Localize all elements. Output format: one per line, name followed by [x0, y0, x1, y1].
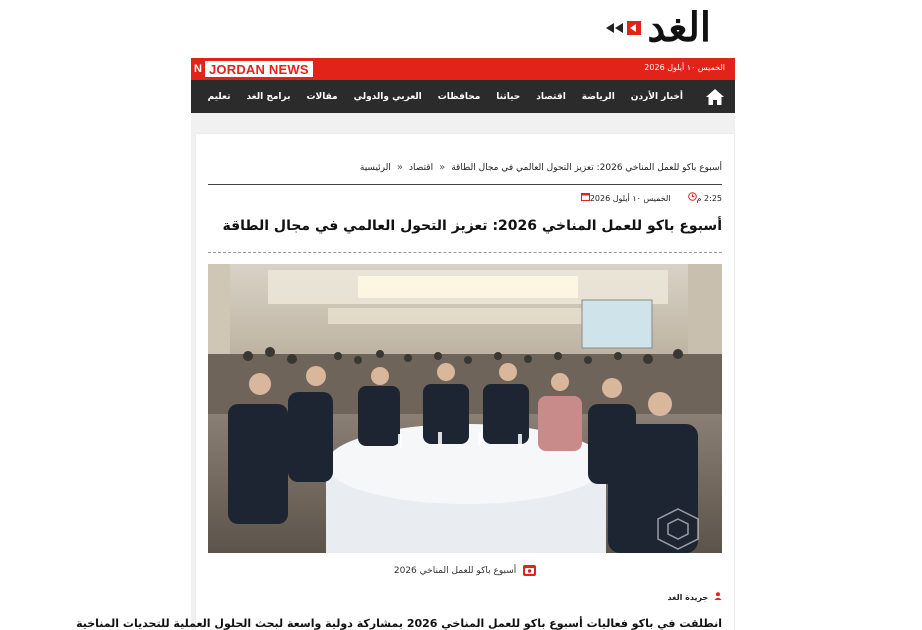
- breadcrumb-home[interactable]: الرئيسية: [359, 162, 391, 173]
- nav-item-jordan[interactable]: أخبار الأردن: [630, 91, 683, 102]
- jordan-news-link[interactable]: [191, 61, 313, 77]
- logo-bar: [191, 0, 735, 58]
- breadcrumb-separator-icon: «: [439, 162, 446, 173]
- article-date: الخميس ١٠ أيلول 2026: [589, 193, 671, 203]
- nav-item-life[interactable]: حياتنا: [496, 91, 521, 102]
- article-photo[interactable]: [208, 264, 722, 553]
- article-time: 2:25 م: [696, 193, 722, 203]
- nav-item-education[interactable]: تعليم: [207, 91, 231, 102]
- camera-icon: [523, 565, 536, 576]
- caption-text: أسبوع باكو للعمل المناخي 2026: [393, 566, 517, 576]
- nav-item-sports[interactable]: الرياضة: [581, 91, 615, 102]
- user-icon: [711, 593, 722, 602]
- author-name: جريدة الغد: [667, 593, 709, 602]
- article-card: [76, 134, 734, 630]
- nav-item-governorates[interactable]: محافظات: [437, 91, 481, 102]
- article-title: أسبوع باكو للعمل المناخي 2026: تعزيز التحول العالمي في مجال الطاقة: [222, 218, 722, 234]
- breadcrumb-economy[interactable]: اقتصاد: [409, 162, 434, 173]
- site-logo[interactable]: [606, 4, 711, 51]
- nav-item-economy[interactable]: اقتصاد: [536, 91, 566, 102]
- breadcrumb-separator-icon: «: [396, 162, 404, 173]
- jordan-news-label: JORDAN NEWS: [209, 61, 309, 77]
- title-divider: [208, 252, 722, 253]
- breadcrumb-divider: [208, 184, 722, 185]
- photo-caption: [196, 565, 734, 576]
- jordan-news-logo-icon: N: [191, 61, 205, 77]
- nav-item-programs[interactable]: برامج الغد: [246, 91, 291, 102]
- home-icon[interactable]: [705, 86, 725, 108]
- main-nav: [191, 80, 735, 113]
- header-date: الخميس ١٠ أيلول 2026: [644, 63, 725, 72]
- logo-text: الغد: [647, 4, 711, 51]
- nav-item-articles[interactable]: مقالات: [306, 91, 338, 102]
- breadcrumb-current: أسبوع باكو للعمل المناخي 2026: تعزيز التحول العالمي في مجال الطاقة: [451, 162, 722, 173]
- calendar-icon: [581, 192, 590, 204]
- top-red-bar: [191, 58, 735, 80]
- article-meta: [578, 192, 722, 204]
- breadcrumb: [360, 162, 722, 173]
- article-author[interactable]: [667, 592, 722, 602]
- nav-item-world[interactable]: العربي والدولي: [353, 91, 422, 102]
- clock-icon: [688, 192, 697, 204]
- article-lead: انطلقت في باكو فعاليات أسبوع باكو للعمل المناخي 2026 بمشاركة دولية واسعة لبحث الحلول العملية للتحديات المناخية: [76, 617, 722, 630]
- site-header: [191, 0, 735, 113]
- logo-arrows-icon: [606, 21, 641, 35]
